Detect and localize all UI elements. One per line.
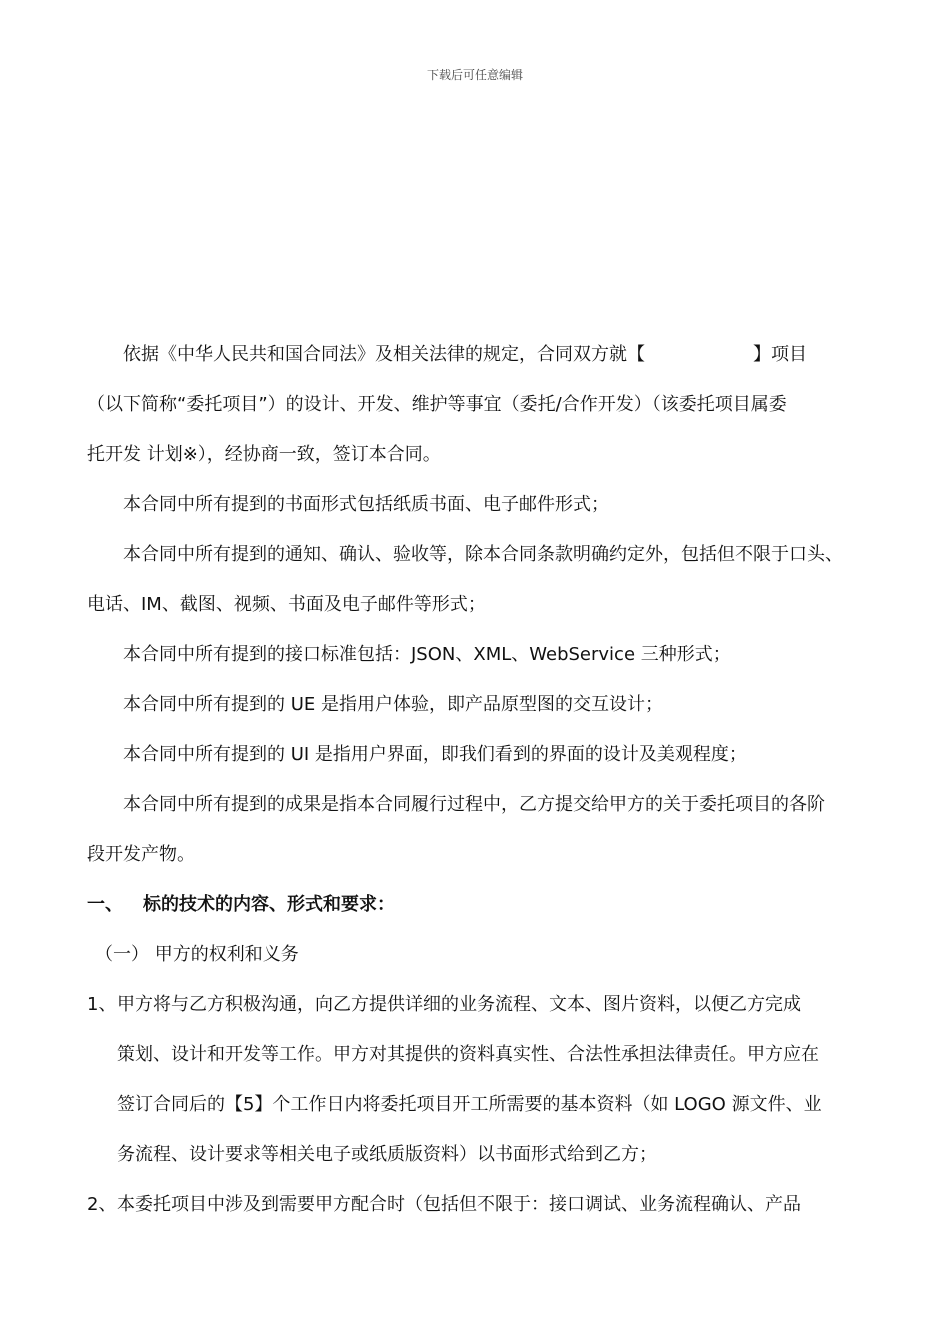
paragraph-interface-standard: 本合同中所有提到的接口标准包括：JSON、XML、WebService 三种形式； — [123, 644, 731, 665]
paragraph-written-form: 本合同中所有提到的书面形式包括纸质书面、电子邮件形式； — [123, 494, 609, 515]
paragraph-ue-definition: 本合同中所有提到的 UE 是指用户体验，即产品原型图的交互设计； — [123, 694, 663, 715]
preamble-text-b: 】项目 — [753, 344, 807, 365]
list-item-1-line-4: 务流程、设计要求等相关电子或纸质版资料）以书面形式给到乙方； — [117, 1144, 657, 1165]
paragraph-deliverables-line-1: 本合同中所有提到的成果是指本合同履行过程中，乙方提交给甲方的关于委托项目的各阶 — [123, 794, 825, 815]
document-body — [87, 330, 877, 1230]
paragraph-notice-line-2: 电话、IM、截图、视频、书面及电子邮件等形式； — [87, 594, 486, 615]
list-item-1-line-3: 签订合同后的【5】个工作日内将委托项目开工所需要的基本资料（如 LOGO 源文件、业 — [117, 1094, 822, 1115]
list-item-number: 1、 — [87, 994, 117, 1015]
paragraph-preamble-line-2: （以下简称“委托项目”）的设计、开发、维护等事宜（委托/合作开发）（该委托项目属委 — [87, 394, 787, 415]
list-item-1-line-1 — [87, 980, 877, 1030]
paragraph-preamble-line-3: 托开发 计划※），经协商一致，签订本合同。 — [87, 444, 441, 465]
list-item-1-line-2: 策划、设计和开发等工作。甲方对其提供的资料真实性、合法性承担法律责任。甲方应在 — [117, 1044, 819, 1065]
list-item-text: 本委托项目中涉及到需要甲方配合时（包括但不限于：接口调试、业务流程确认、产品 — [117, 1194, 801, 1215]
paragraph-ui-definition: 本合同中所有提到的 UI 是指用户界面，即我们看到的界面的设计及美观程度； — [123, 744, 747, 765]
paragraph-deliverables-line-2: 段开发产物。 — [87, 844, 195, 865]
list-item-2-line-1 — [87, 1180, 877, 1230]
list-item-text: 甲方将与乙方积极沟通，向乙方提供详细的业务流程、文本、图片资料，以便乙方完成 — [117, 994, 801, 1015]
header-note: 下载后可任意编辑 — [426, 68, 523, 82]
paragraph-preamble-line-1 — [87, 330, 877, 380]
subsection-heading-1: （一） 甲方的权利和义务 — [95, 944, 299, 965]
list-item-number: 2、 — [87, 1194, 117, 1215]
preamble-text-a: 依据《中华人民共和国合同法》及相关法律的规定，合同双方就【 — [123, 344, 645, 365]
section-title: 标的技术的内容、形式和要求： — [143, 894, 395, 915]
paragraph-notice-line-1: 本合同中所有提到的通知、确认、验收等，除本合同条款明确约定外，包括但不限于口头、 — [123, 544, 843, 565]
section-number: 一、 — [87, 894, 123, 915]
section-heading-1 — [87, 880, 877, 930]
